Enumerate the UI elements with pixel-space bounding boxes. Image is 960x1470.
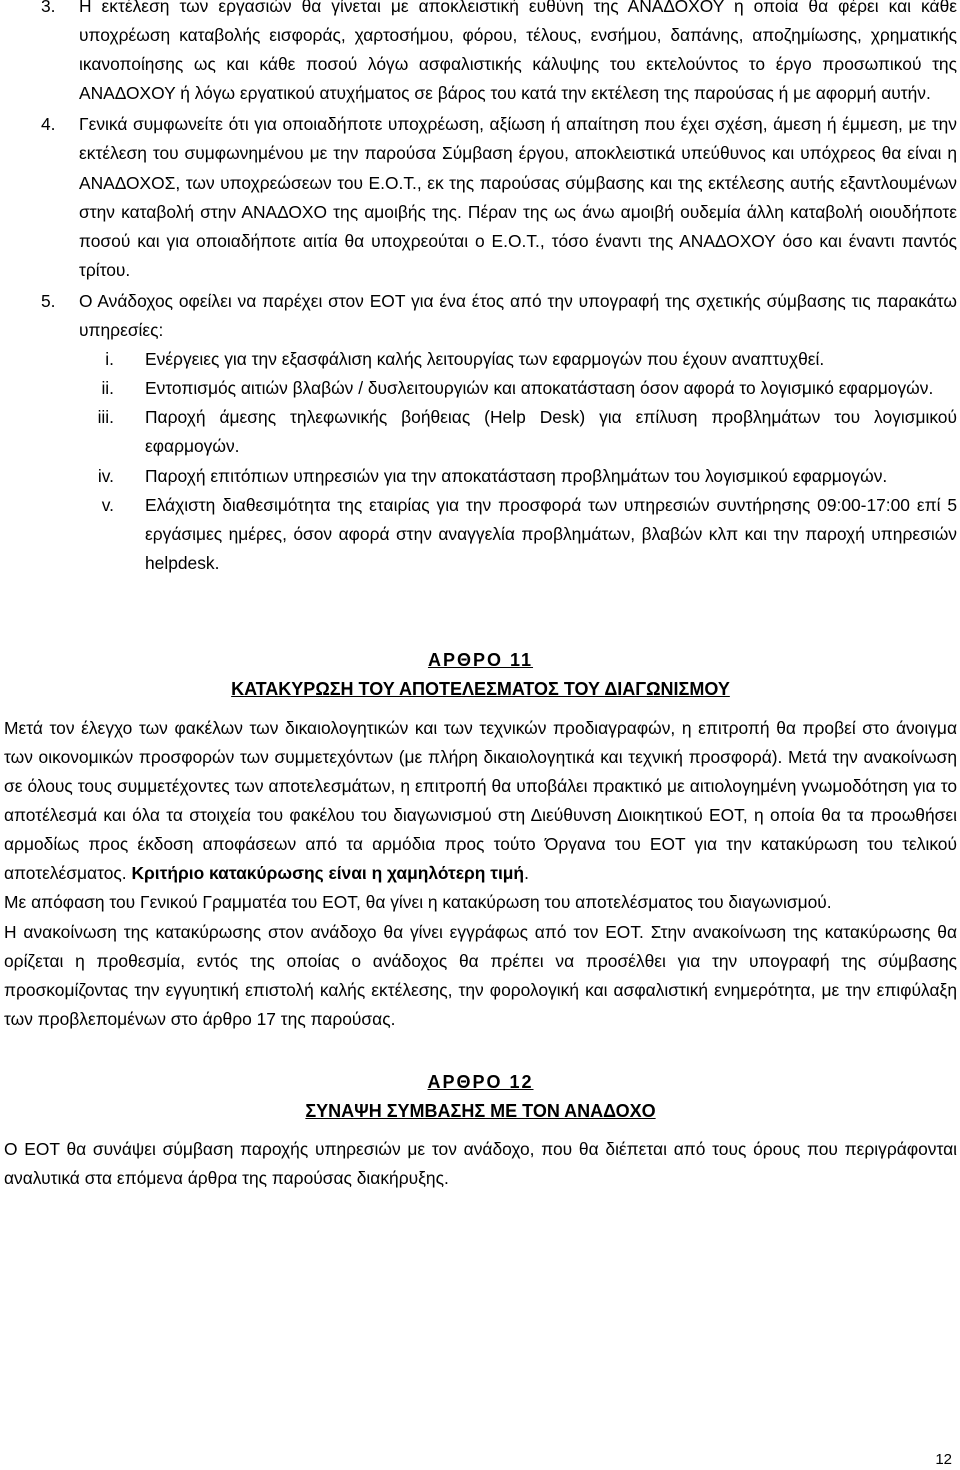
paragraph-text: Μετά τον έλεγχο των φακέλων των δικαιολογητικών και των τεχνικών προδιαγραφών, η επιτροπή θα προβεί στο άνοιγμα των οικονομικών προσφορών των συμμετεχόντων (με πλήρη δικαιολογητικά και τεχνική προσφορά). Μετά την ανακοίνωση σε όλους τους συμμετέχοντες των αποτελεσμάτων, η επιτροπή θα υποβάλει πρακτικό με αιτιολογημένη γνωμοδότηση για το αποτέλεσμά και όλα τα στοιχεία του φακέλου του διαγωνισμού στη Διεύθυνση Διοικητικού ΕΟΤ, η οποία θα τα προωθήσει αρμοδίως προς έκδοση αποφάσεων από τα αρμόδια προς τούτο Όργανα του ΕΟΤ για την κατακύρωση του τελικού αποτελέσματος.	[4, 717, 957, 884]
list-item-text: Γενικά συμφωνείτε ότι για οποιαδήποτε υποχρέωση, αξίωση ή απαίτηση που έχει σχέση, άμεση ή έμμεση, με την εκτέλεση του συμφωνημένου με την παρούσα Σύμβαση έργου, αποκλειστικά υπεύθυνος και υπόχρεος θα είναι η ΑΝΑΔΟΧΟΣ, των υποχρεώσεων του Ε.Ο.Τ., εκ της παρούσας σύμβασης και της εκτέλεσης αυτής εξαντλουμένων στην καταβολή στην ΑΝΑΔΟΧΟ της αμοιβής της. Πέραν της ως άνω αμοιβή ουδεμία άλλη καταβολή οιουδήποτε ποσού και για οποιαδήποτε αιτία θα υποχρεούται ο Ε.Ο.Τ., τόσο έναντι της ΑΝΑΔΟΧΟΥ όσο και έναντι παντός τρίτου.	[79, 114, 957, 280]
article-11-heading	[4, 646, 957, 704]
article-12-number: ΑΡΘΡΟ 12	[427, 1071, 534, 1092]
document-page	[4, 0, 957, 1193]
article-12-title: ΣΥΝΑΨΗ ΣΥΜΒΑΣΗΣ ΜΕ ΤΟΝ ΑΝΑΔΟΧΟ	[305, 1100, 656, 1121]
service-item-number: i.	[105, 349, 114, 370]
paragraph-end: .	[524, 863, 529, 884]
numbered-list	[4, 0, 957, 345]
award-criterion: Κριτήριο κατακύρωσης είναι η χαμηλότερη τιμή	[131, 863, 525, 884]
service-item-iii	[4, 403, 957, 461]
service-item-text: Παροχή επιτόπιων υπηρεσιών για την αποκατάσταση προβλημάτων του λογισμικού εφαρμογών.	[145, 465, 888, 486]
services-list	[4, 345, 957, 578]
service-item-text: Παροχή άμεσης τηλεφωνικής βοήθειας (Help Desk) για επίλυση προβλημάτων του λογισμικού εφαρμογών.	[145, 407, 957, 457]
service-item-iv	[4, 462, 957, 491]
service-item-text: Εντοπισμός αιτιών βλαβών / δυσλειτουργιών και αποκατάσταση όσον αφορά το λογισμικό εφαρμογών.	[145, 378, 934, 399]
service-item-i	[4, 345, 957, 374]
service-item-number: v.	[101, 494, 114, 515]
article-12-body	[4, 1135, 957, 1193]
article-11-body	[4, 714, 957, 1034]
list-item-number: 3.	[41, 0, 56, 16]
page-number: 12	[935, 1451, 952, 1468]
article-12-heading	[4, 1068, 957, 1126]
service-item-v	[4, 491, 957, 578]
list-item-number: 4.	[41, 114, 56, 135]
service-item-number: iv.	[97, 465, 114, 486]
article-11-title: ΚΑΤΑΚΥΡΩΣΗ ΤΟΥ ΑΠΟΤΕΛΕΣΜΑΤΟΣ ΤΟΥ ΔΙΑΓΩΝΙΣΜΟΥ	[231, 678, 730, 699]
article-11-paragraph-2: Με απόφαση του Γενικού Γραμματέα του ΕΟΤ, θα γίνει η κατακύρωση του αποτελέσματος του διαγωνισμού.	[4, 892, 832, 913]
list-item-5	[4, 287, 957, 345]
list-item-text: Ο Ανάδοχος οφείλει να παρέχει στον ΕΟΤ για ένα έτος από την υπογραφή της σχετικής σύμβασης τις παρακάτω υπηρεσίες:	[79, 290, 957, 341]
service-item-number: iii.	[97, 407, 114, 428]
article-12-paragraph-1: Ο ΕΟΤ θα συνάψει σύμβαση παροχής υπηρεσιών με τον ανάδοχο, που θα διέπεται από τους όρους που περιγράφονται αναλυτικά στα επόμενα άρθρα της παρούσας διακήρυξης.	[4, 1138, 957, 1188]
service-item-text: Ενέργειες για την εξασφάλιση καλής λειτουργίας των εφαρμογών που έχουν αναπτυχθεί.	[145, 349, 825, 370]
article-11-paragraph-1	[4, 714, 957, 889]
service-item-ii	[4, 374, 957, 403]
list-item-4	[4, 110, 957, 285]
service-item-number: ii.	[101, 378, 114, 399]
list-item-number: 5.	[41, 290, 56, 311]
list-item-3	[4, 0, 957, 108]
list-item-text: Η εκτέλεση των εργασιών θα γίνεται με αποκλειστική ευθύνη της ΑΝΑΔΟΧΟΥ η οποία θα φέρει και κάθε υποχρέωση καταβολής εισφοράς, χαρτοσήμου, φόρου, τέλους, ενσήμου, δαπάνης, αποζημίωσης, χρηματικής ικανοποίησης ως και κάθε ποσού λόγω ασφαλιστικής κάλυψης του εκτελούντος το έργο προσωπικού της ΑΝΑΔΟΧΟΥ ή λόγω εργατικού ατυχήματος σε βάρος του κατά την εκτέλεση της παρούσας ή με αφορμή αυτήν.	[79, 0, 957, 104]
service-item-text: Ελάχιστη διαθεσιμότητα της εταιρίας για την προσφορά των υπηρεσιών συντήρησης 09:00-17:00 επί 5 εργάσιμες ημέρες, όσον αφορά στην αναγγελία προβλημάτων, βλαβών κλπ και την παροχή υπηρεσιών helpdesk.	[145, 494, 957, 573]
article-11-paragraph-3: Η ανακοίνωση της κατακύρωσης στον ανάδοχο θα γίνει εγγράφως από τον ΕΟΤ. Στην ανακοίνωση της κατακύρωσης θα ορίζεται η προθεσμία, εντός της οποίας ο ανάδοχος θα πρέπει να προσέλθει για την υπογραφή της σύμβασης προσκομίζοντας την εγγυητική επιστολή καλής εκτέλεσης, την φορολογική και ασφαλιστική ενημερότητα, με την επιφύλαξη των προβλεπομένων στο άρθρο 17 της παρούσας.	[4, 921, 957, 1029]
article-11-number: ΑΡΘΡΟ 11	[427, 649, 534, 670]
